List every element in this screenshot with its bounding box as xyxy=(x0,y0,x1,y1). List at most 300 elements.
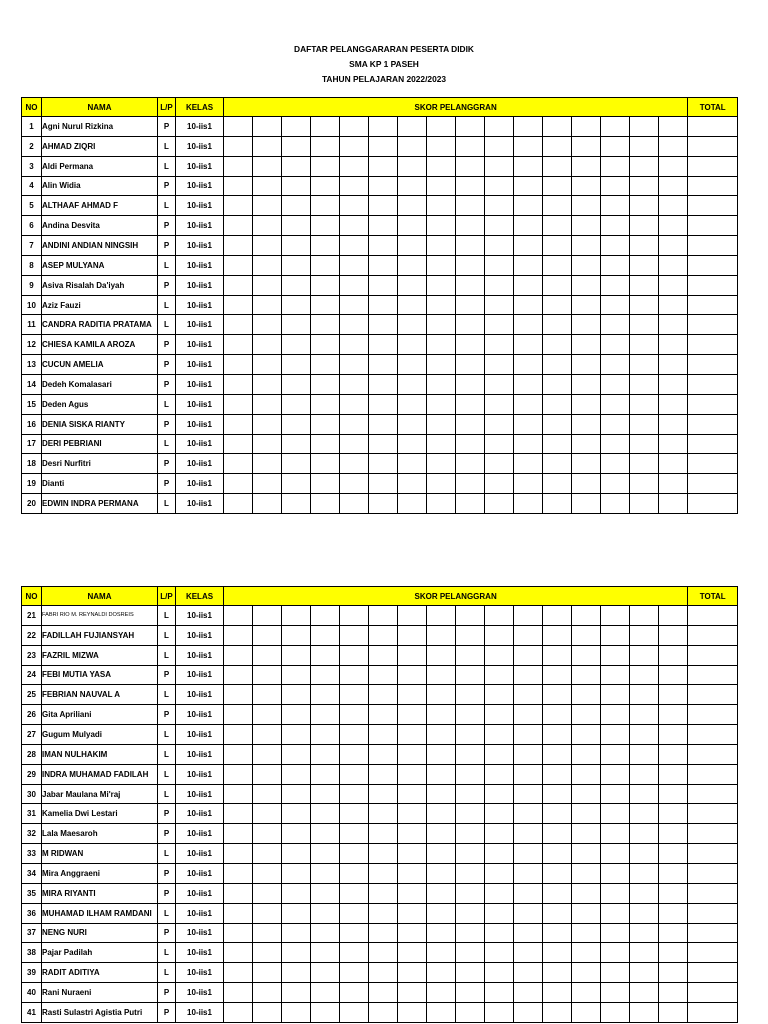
score-cell[interactable] xyxy=(224,236,253,256)
score-cell[interactable] xyxy=(630,216,659,236)
score-cell[interactable] xyxy=(427,156,456,176)
score-cell[interactable] xyxy=(369,883,398,903)
score-cell[interactable] xyxy=(485,764,514,784)
score-cell[interactable] xyxy=(543,136,572,156)
score-cell[interactable] xyxy=(659,156,688,176)
score-cell[interactable] xyxy=(601,275,630,295)
score-cell[interactable] xyxy=(311,824,340,844)
score-cell[interactable] xyxy=(456,474,485,494)
score-cell[interactable] xyxy=(514,196,543,216)
score-cell[interactable] xyxy=(456,784,485,804)
score-cell[interactable] xyxy=(369,863,398,883)
score-cell[interactable] xyxy=(659,863,688,883)
score-cell[interactable] xyxy=(485,705,514,725)
score-cell[interactable] xyxy=(543,903,572,923)
score-cell[interactable] xyxy=(456,295,485,315)
score-cell[interactable] xyxy=(601,863,630,883)
score-cell[interactable] xyxy=(543,374,572,394)
score-cell[interactable] xyxy=(659,606,688,626)
score-cell[interactable] xyxy=(427,883,456,903)
score-cell[interactable] xyxy=(456,374,485,394)
score-cell[interactable] xyxy=(485,844,514,864)
score-cell[interactable] xyxy=(340,176,369,196)
score-cell[interactable] xyxy=(340,394,369,414)
score-cell[interactable] xyxy=(398,494,427,514)
score-cell[interactable] xyxy=(485,665,514,685)
score-cell[interactable] xyxy=(398,784,427,804)
score-cell[interactable] xyxy=(572,923,601,943)
score-cell[interactable] xyxy=(253,824,282,844)
score-cell[interactable] xyxy=(543,275,572,295)
score-cell[interactable] xyxy=(659,665,688,685)
score-cell[interactable] xyxy=(224,744,253,764)
score-cell[interactable] xyxy=(398,434,427,454)
score-cell[interactable] xyxy=(572,903,601,923)
score-cell[interactable] xyxy=(514,685,543,705)
score-cell[interactable] xyxy=(282,943,311,963)
score-cell[interactable] xyxy=(253,335,282,355)
score-cell[interactable] xyxy=(369,764,398,784)
score-cell[interactable] xyxy=(572,156,601,176)
score-cell[interactable] xyxy=(630,943,659,963)
score-cell[interactable] xyxy=(427,725,456,745)
score-cell[interactable] xyxy=(427,645,456,665)
score-cell[interactable] xyxy=(630,883,659,903)
score-cell[interactable] xyxy=(543,645,572,665)
score-cell[interactable] xyxy=(659,275,688,295)
score-cell[interactable] xyxy=(514,863,543,883)
score-cell[interactable] xyxy=(427,315,456,335)
score-cell[interactable] xyxy=(601,236,630,256)
score-cell[interactable] xyxy=(369,963,398,983)
score-cell[interactable] xyxy=(630,176,659,196)
score-cell[interactable] xyxy=(514,665,543,685)
score-cell[interactable] xyxy=(253,255,282,275)
score-cell[interactable] xyxy=(253,705,282,725)
score-cell[interactable] xyxy=(311,117,340,137)
score-cell[interactable] xyxy=(514,315,543,335)
score-cell[interactable] xyxy=(485,355,514,375)
score-cell[interactable] xyxy=(224,903,253,923)
score-cell[interactable] xyxy=(572,494,601,514)
score-cell[interactable] xyxy=(369,275,398,295)
score-cell[interactable] xyxy=(253,474,282,494)
score-cell[interactable] xyxy=(601,804,630,824)
score-cell[interactable] xyxy=(224,335,253,355)
score-cell[interactable] xyxy=(224,434,253,454)
total-cell[interactable] xyxy=(688,236,738,256)
score-cell[interactable] xyxy=(427,625,456,645)
score-cell[interactable] xyxy=(282,216,311,236)
score-cell[interactable] xyxy=(224,983,253,1003)
score-cell[interactable] xyxy=(427,494,456,514)
score-cell[interactable] xyxy=(572,434,601,454)
score-cell[interactable] xyxy=(282,625,311,645)
score-cell[interactable] xyxy=(456,236,485,256)
score-cell[interactable] xyxy=(601,725,630,745)
score-cell[interactable] xyxy=(514,275,543,295)
score-cell[interactable] xyxy=(340,494,369,514)
score-cell[interactable] xyxy=(282,705,311,725)
score-cell[interactable] xyxy=(543,863,572,883)
score-cell[interactable] xyxy=(282,474,311,494)
score-cell[interactable] xyxy=(369,394,398,414)
score-cell[interactable] xyxy=(659,903,688,923)
score-cell[interactable] xyxy=(398,394,427,414)
score-cell[interactable] xyxy=(311,374,340,394)
score-cell[interactable] xyxy=(601,824,630,844)
score-cell[interactable] xyxy=(253,295,282,315)
score-cell[interactable] xyxy=(485,196,514,216)
score-cell[interactable] xyxy=(369,983,398,1003)
score-cell[interactable] xyxy=(340,665,369,685)
score-cell[interactable] xyxy=(514,645,543,665)
score-cell[interactable] xyxy=(485,606,514,626)
total-cell[interactable] xyxy=(688,394,738,414)
score-cell[interactable] xyxy=(253,136,282,156)
score-cell[interactable] xyxy=(427,196,456,216)
score-cell[interactable] xyxy=(282,236,311,256)
score-cell[interactable] xyxy=(485,117,514,137)
score-cell[interactable] xyxy=(282,414,311,434)
score-cell[interactable] xyxy=(659,117,688,137)
score-cell[interactable] xyxy=(630,725,659,745)
score-cell[interactable] xyxy=(659,434,688,454)
score-cell[interactable] xyxy=(369,176,398,196)
score-cell[interactable] xyxy=(514,454,543,474)
score-cell[interactable] xyxy=(543,434,572,454)
score-cell[interactable] xyxy=(369,255,398,275)
score-cell[interactable] xyxy=(427,236,456,256)
score-cell[interactable] xyxy=(601,216,630,236)
total-cell[interactable] xyxy=(688,883,738,903)
score-cell[interactable] xyxy=(282,983,311,1003)
score-cell[interactable] xyxy=(340,454,369,474)
score-cell[interactable] xyxy=(659,216,688,236)
score-cell[interactable] xyxy=(485,176,514,196)
score-cell[interactable] xyxy=(253,983,282,1003)
score-cell[interactable] xyxy=(456,434,485,454)
score-cell[interactable] xyxy=(311,606,340,626)
score-cell[interactable] xyxy=(398,1002,427,1022)
score-cell[interactable] xyxy=(253,176,282,196)
score-cell[interactable] xyxy=(543,784,572,804)
score-cell[interactable] xyxy=(398,196,427,216)
score-cell[interactable] xyxy=(340,923,369,943)
score-cell[interactable] xyxy=(224,844,253,864)
score-cell[interactable] xyxy=(659,474,688,494)
score-cell[interactable] xyxy=(224,117,253,137)
score-cell[interactable] xyxy=(543,295,572,315)
score-cell[interactable] xyxy=(224,764,253,784)
score-cell[interactable] xyxy=(369,903,398,923)
total-cell[interactable] xyxy=(688,315,738,335)
score-cell[interactable] xyxy=(543,744,572,764)
score-cell[interactable] xyxy=(224,963,253,983)
score-cell[interactable] xyxy=(485,474,514,494)
score-cell[interactable] xyxy=(369,824,398,844)
score-cell[interactable] xyxy=(282,454,311,474)
score-cell[interactable] xyxy=(282,156,311,176)
score-cell[interactable] xyxy=(514,374,543,394)
score-cell[interactable] xyxy=(601,963,630,983)
score-cell[interactable] xyxy=(427,903,456,923)
score-cell[interactable] xyxy=(630,394,659,414)
score-cell[interactable] xyxy=(340,844,369,864)
score-cell[interactable] xyxy=(253,665,282,685)
score-cell[interactable] xyxy=(514,804,543,824)
score-cell[interactable] xyxy=(485,315,514,335)
score-cell[interactable] xyxy=(572,983,601,1003)
score-cell[interactable] xyxy=(282,1002,311,1022)
score-cell[interactable] xyxy=(427,844,456,864)
score-cell[interactable] xyxy=(514,255,543,275)
total-cell[interactable] xyxy=(688,923,738,943)
score-cell[interactable] xyxy=(659,983,688,1003)
score-cell[interactable] xyxy=(224,725,253,745)
score-cell[interactable] xyxy=(659,645,688,665)
score-cell[interactable] xyxy=(311,844,340,864)
score-cell[interactable] xyxy=(282,824,311,844)
score-cell[interactable] xyxy=(572,1002,601,1022)
score-cell[interactable] xyxy=(601,784,630,804)
score-cell[interactable] xyxy=(282,923,311,943)
score-cell[interactable] xyxy=(369,414,398,434)
score-cell[interactable] xyxy=(398,764,427,784)
score-cell[interactable] xyxy=(659,764,688,784)
score-cell[interactable] xyxy=(601,705,630,725)
score-cell[interactable] xyxy=(601,685,630,705)
score-cell[interactable] xyxy=(601,355,630,375)
score-cell[interactable] xyxy=(543,335,572,355)
score-cell[interactable] xyxy=(311,645,340,665)
score-cell[interactable] xyxy=(253,943,282,963)
score-cell[interactable] xyxy=(543,414,572,434)
score-cell[interactable] xyxy=(514,494,543,514)
score-cell[interactable] xyxy=(485,394,514,414)
score-cell[interactable] xyxy=(456,863,485,883)
score-cell[interactable] xyxy=(398,725,427,745)
score-cell[interactable] xyxy=(485,725,514,745)
score-cell[interactable] xyxy=(427,275,456,295)
score-cell[interactable] xyxy=(543,685,572,705)
score-cell[interactable] xyxy=(659,705,688,725)
score-cell[interactable] xyxy=(601,764,630,784)
score-cell[interactable] xyxy=(485,374,514,394)
score-cell[interactable] xyxy=(282,685,311,705)
score-cell[interactable] xyxy=(456,414,485,434)
score-cell[interactable] xyxy=(224,474,253,494)
score-cell[interactable] xyxy=(485,824,514,844)
score-cell[interactable] xyxy=(601,176,630,196)
score-cell[interactable] xyxy=(340,744,369,764)
score-cell[interactable] xyxy=(456,725,485,745)
score-cell[interactable] xyxy=(572,236,601,256)
score-cell[interactable] xyxy=(253,725,282,745)
score-cell[interactable] xyxy=(311,414,340,434)
score-cell[interactable] xyxy=(427,863,456,883)
score-cell[interactable] xyxy=(369,606,398,626)
total-cell[interactable] xyxy=(688,196,738,216)
score-cell[interactable] xyxy=(543,315,572,335)
score-cell[interactable] xyxy=(282,784,311,804)
score-cell[interactable] xyxy=(398,963,427,983)
score-cell[interactable] xyxy=(630,374,659,394)
score-cell[interactable] xyxy=(282,295,311,315)
score-cell[interactable] xyxy=(572,374,601,394)
score-cell[interactable] xyxy=(456,394,485,414)
score-cell[interactable] xyxy=(282,176,311,196)
score-cell[interactable] xyxy=(282,863,311,883)
score-cell[interactable] xyxy=(311,943,340,963)
score-cell[interactable] xyxy=(340,374,369,394)
score-cell[interactable] xyxy=(659,625,688,645)
score-cell[interactable] xyxy=(572,295,601,315)
score-cell[interactable] xyxy=(485,804,514,824)
score-cell[interactable] xyxy=(659,414,688,434)
total-cell[interactable] xyxy=(688,963,738,983)
score-cell[interactable] xyxy=(572,725,601,745)
score-cell[interactable] xyxy=(369,685,398,705)
score-cell[interactable] xyxy=(427,335,456,355)
score-cell[interactable] xyxy=(340,725,369,745)
score-cell[interactable] xyxy=(659,236,688,256)
score-cell[interactable] xyxy=(485,943,514,963)
score-cell[interactable] xyxy=(369,1002,398,1022)
score-cell[interactable] xyxy=(369,196,398,216)
score-cell[interactable] xyxy=(340,983,369,1003)
score-cell[interactable] xyxy=(427,136,456,156)
score-cell[interactable] xyxy=(224,255,253,275)
score-cell[interactable] xyxy=(572,255,601,275)
score-cell[interactable] xyxy=(485,236,514,256)
score-cell[interactable] xyxy=(659,685,688,705)
score-cell[interactable] xyxy=(485,136,514,156)
score-cell[interactable] xyxy=(485,923,514,943)
score-cell[interactable] xyxy=(514,335,543,355)
score-cell[interactable] xyxy=(282,963,311,983)
score-cell[interactable] xyxy=(282,645,311,665)
score-cell[interactable] xyxy=(572,883,601,903)
score-cell[interactable] xyxy=(543,156,572,176)
score-cell[interactable] xyxy=(311,335,340,355)
score-cell[interactable] xyxy=(282,196,311,216)
score-cell[interactable] xyxy=(369,374,398,394)
total-cell[interactable] xyxy=(688,176,738,196)
score-cell[interactable] xyxy=(456,216,485,236)
score-cell[interactable] xyxy=(543,494,572,514)
score-cell[interactable] xyxy=(224,625,253,645)
score-cell[interactable] xyxy=(572,216,601,236)
score-cell[interactable] xyxy=(369,335,398,355)
score-cell[interactable] xyxy=(282,665,311,685)
score-cell[interactable] xyxy=(253,216,282,236)
score-cell[interactable] xyxy=(311,863,340,883)
score-cell[interactable] xyxy=(369,315,398,335)
score-cell[interactable] xyxy=(311,474,340,494)
score-cell[interactable] xyxy=(572,606,601,626)
score-cell[interactable] xyxy=(340,606,369,626)
score-cell[interactable] xyxy=(485,414,514,434)
score-cell[interactable] xyxy=(398,474,427,494)
score-cell[interactable] xyxy=(427,295,456,315)
score-cell[interactable] xyxy=(456,355,485,375)
score-cell[interactable] xyxy=(485,744,514,764)
score-cell[interactable] xyxy=(398,943,427,963)
score-cell[interactable] xyxy=(253,923,282,943)
score-cell[interactable] xyxy=(514,474,543,494)
score-cell[interactable] xyxy=(456,665,485,685)
score-cell[interactable] xyxy=(543,394,572,414)
score-cell[interactable] xyxy=(311,685,340,705)
score-cell[interactable] xyxy=(253,117,282,137)
total-cell[interactable] xyxy=(688,156,738,176)
score-cell[interactable] xyxy=(543,963,572,983)
score-cell[interactable] xyxy=(398,315,427,335)
score-cell[interactable] xyxy=(224,705,253,725)
score-cell[interactable] xyxy=(514,824,543,844)
score-cell[interactable] xyxy=(311,216,340,236)
score-cell[interactable] xyxy=(659,824,688,844)
score-cell[interactable] xyxy=(572,454,601,474)
score-cell[interactable] xyxy=(572,943,601,963)
score-cell[interactable] xyxy=(659,355,688,375)
score-cell[interactable] xyxy=(253,355,282,375)
score-cell[interactable] xyxy=(311,454,340,474)
score-cell[interactable] xyxy=(398,844,427,864)
score-cell[interactable] xyxy=(340,295,369,315)
score-cell[interactable] xyxy=(456,764,485,784)
score-cell[interactable] xyxy=(369,355,398,375)
score-cell[interactable] xyxy=(340,315,369,335)
score-cell[interactable] xyxy=(514,943,543,963)
score-cell[interactable] xyxy=(224,454,253,474)
score-cell[interactable] xyxy=(427,744,456,764)
total-cell[interactable] xyxy=(688,275,738,295)
score-cell[interactable] xyxy=(398,705,427,725)
score-cell[interactable] xyxy=(253,1002,282,1022)
score-cell[interactable] xyxy=(369,236,398,256)
total-cell[interactable] xyxy=(688,983,738,1003)
score-cell[interactable] xyxy=(572,414,601,434)
score-cell[interactable] xyxy=(514,414,543,434)
score-cell[interactable] xyxy=(369,943,398,963)
score-cell[interactable] xyxy=(282,903,311,923)
score-cell[interactable] xyxy=(572,665,601,685)
score-cell[interactable] xyxy=(340,1002,369,1022)
score-cell[interactable] xyxy=(427,943,456,963)
score-cell[interactable] xyxy=(514,844,543,864)
score-cell[interactable] xyxy=(369,117,398,137)
score-cell[interactable] xyxy=(369,705,398,725)
score-cell[interactable] xyxy=(253,494,282,514)
score-cell[interactable] xyxy=(311,923,340,943)
total-cell[interactable] xyxy=(688,685,738,705)
score-cell[interactable] xyxy=(311,983,340,1003)
score-cell[interactable] xyxy=(456,156,485,176)
score-cell[interactable] xyxy=(311,883,340,903)
score-cell[interactable] xyxy=(398,117,427,137)
score-cell[interactable] xyxy=(282,374,311,394)
score-cell[interactable] xyxy=(398,216,427,236)
score-cell[interactable] xyxy=(485,1002,514,1022)
score-cell[interactable] xyxy=(340,474,369,494)
score-cell[interactable] xyxy=(311,1002,340,1022)
score-cell[interactable] xyxy=(659,784,688,804)
score-cell[interactable] xyxy=(630,474,659,494)
score-cell[interactable] xyxy=(601,117,630,137)
score-cell[interactable] xyxy=(601,335,630,355)
